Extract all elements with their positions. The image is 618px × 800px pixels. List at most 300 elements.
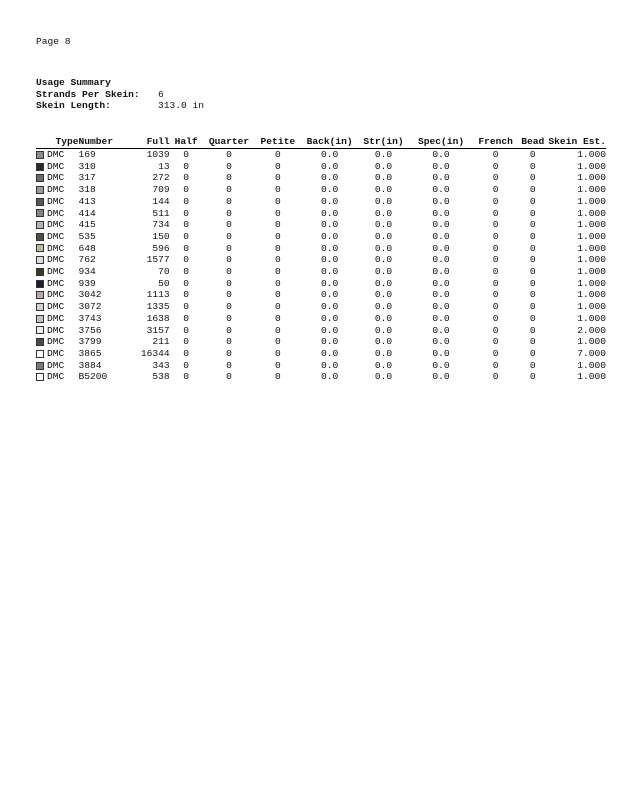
color-swatch: [36, 163, 44, 171]
cell-bead: 0: [529, 301, 536, 313]
cell-bead: 0: [529, 312, 536, 324]
cell-bead: 0: [529, 324, 536, 336]
cell-half: 0: [183, 359, 190, 371]
cell-str: 0.0: [374, 277, 393, 289]
cell-back: 0.0: [321, 277, 339, 289]
cell-str: 0.0: [374, 172, 393, 184]
color-swatch: [36, 338, 44, 346]
cell-french: 0: [492, 184, 499, 196]
cell-quarter: 0: [226, 172, 232, 184]
table-row: [36, 301, 606, 313]
cell-half: 0: [183, 312, 190, 324]
usage-table-body: [36, 149, 606, 384]
cell-full: 343: [152, 359, 170, 371]
cell-number: 310: [78, 160, 96, 172]
type-label: DMC: [47, 301, 65, 313]
cell-spec: 0.0: [432, 184, 450, 196]
cell-number: 934: [78, 266, 96, 278]
cell-french: 0: [492, 254, 499, 266]
cell-half: 0: [183, 301, 190, 313]
cell-back: 0.0: [321, 184, 339, 196]
cell-str: 0.0: [374, 149, 393, 160]
cell-quarter: 0: [226, 207, 232, 219]
cell-skein-est: 1.000: [577, 312, 606, 324]
cell-half: 0: [183, 266, 190, 278]
type-label: DMC: [47, 277, 65, 289]
cell-number: 3884: [78, 359, 102, 371]
type-label: DMC: [47, 207, 65, 219]
cell-petite: 0: [274, 347, 281, 359]
cell-number: 939: [78, 277, 96, 289]
type-label: DMC: [47, 242, 65, 254]
color-swatch: [36, 268, 44, 276]
cell-quarter: 0: [226, 371, 232, 383]
cell-half: 0: [183, 184, 190, 196]
cell-french: 0: [492, 336, 499, 348]
cell-str: 0.0: [374, 312, 393, 324]
cell-quarter: 0: [226, 184, 232, 196]
cell-skein-est: 1.000: [577, 160, 606, 172]
usage-summary: [36, 77, 204, 112]
color-swatch: [36, 256, 44, 264]
cell-type: [36, 254, 79, 266]
cell-back: 0.0: [321, 347, 339, 359]
cell-half: 0: [183, 254, 190, 266]
cell-french: 0: [492, 359, 499, 371]
cell-spec: 0.0: [432, 266, 450, 278]
cell-back: 0.0: [321, 266, 339, 278]
cell-type: [36, 325, 79, 337]
cell-skein-est: 1.000: [577, 219, 606, 231]
cell-spec: 0.0: [432, 219, 450, 231]
cell-quarter: 0: [226, 195, 232, 207]
cell-type: [36, 243, 79, 255]
cell-bead: 0: [529, 160, 536, 172]
cell-back: 0.0: [321, 301, 339, 313]
cell-type: [36, 149, 79, 161]
color-swatch: [36, 198, 44, 206]
table-row: [36, 336, 606, 348]
cell-petite: 0: [274, 242, 281, 254]
table-row: [36, 313, 606, 325]
cell-petite: 0: [274, 219, 281, 231]
cell-french: 0: [492, 230, 499, 242]
color-swatch: [36, 209, 44, 217]
type-label: DMC: [47, 230, 65, 242]
cell-spec: 0.0: [432, 160, 450, 172]
cell-skein-est: 1.000: [577, 371, 606, 383]
type-label: DMC: [47, 195, 65, 207]
cell-type: [36, 278, 79, 290]
type-label: DMC: [47, 172, 65, 184]
color-swatch: [36, 303, 44, 311]
header-spec: Spec(in): [408, 136, 474, 149]
cell-half: 0: [183, 219, 190, 231]
cell-spec: 0.0: [432, 289, 450, 301]
table-row: [36, 149, 606, 161]
table-row: [36, 278, 606, 290]
cell-skein-est: 1.000: [577, 254, 606, 266]
cell-bead: 0: [529, 277, 536, 289]
cell-petite: 0: [274, 324, 281, 336]
type-label: DMC: [47, 219, 65, 231]
table-row: [36, 219, 606, 231]
cell-petite: 0: [274, 207, 281, 219]
cell-str: 0.0: [374, 195, 393, 207]
table-row: [36, 161, 606, 173]
cell-half: 0: [183, 242, 190, 254]
cell-skein-est: 1.000: [577, 289, 606, 301]
color-swatch: [36, 315, 44, 323]
cell-full: 16344: [140, 347, 170, 359]
cell-bead: 0: [529, 207, 536, 219]
cell-petite: 0: [274, 289, 281, 301]
cell-full: 1039: [146, 149, 170, 160]
cell-number: B5200: [78, 371, 108, 383]
color-swatch: [36, 174, 44, 182]
table-row: [36, 348, 606, 360]
cell-petite: 0: [274, 336, 281, 348]
summary-heading: Usage Summary: [36, 77, 111, 88]
cell-full: 709: [152, 184, 170, 196]
cell-bead: 0: [529, 149, 536, 160]
header-skein-est: Skein Est.: [548, 136, 606, 147]
color-swatch: [36, 244, 44, 252]
cell-full: 1113: [146, 289, 170, 301]
skein-length-label: Skein Length:: [36, 100, 111, 111]
cell-full: 511: [152, 207, 170, 219]
cell-spec: 0.0: [432, 371, 450, 383]
cell-spec: 0.0: [432, 207, 450, 219]
cell-type: [36, 313, 79, 325]
cell-spec: 0.0: [432, 324, 450, 336]
cell-quarter: 0: [226, 312, 232, 324]
cell-half: 0: [183, 347, 190, 359]
cell-french: 0: [492, 160, 499, 172]
cell-back: 0.0: [321, 254, 339, 266]
usage-table: [36, 136, 606, 383]
cell-petite: 0: [274, 301, 281, 313]
type-label: DMC: [47, 160, 65, 172]
cell-half: 0: [183, 149, 190, 160]
cell-petite: 0: [274, 266, 281, 278]
cell-spec: 0.0: [432, 347, 450, 359]
cell-skein-est: 1.000: [577, 359, 606, 371]
cell-bead: 0: [529, 254, 536, 266]
color-swatch: [36, 291, 44, 299]
type-label: DMC: [47, 149, 65, 160]
strands-per-skein-label: Strands Per Skein:: [36, 88, 140, 100]
cell-number: 318: [78, 184, 96, 196]
cell-full: 13: [158, 160, 170, 172]
table-row: [36, 231, 606, 243]
type-label: DMC: [47, 324, 65, 336]
header-number: Number: [79, 136, 128, 149]
cell-number: 648: [78, 242, 96, 254]
cell-petite: 0: [274, 277, 281, 289]
cell-bead: 0: [529, 266, 536, 278]
cell-str: 0.0: [374, 207, 393, 219]
table-row: [36, 325, 606, 337]
cell-number: 3756: [78, 324, 102, 336]
table-row: [36, 254, 606, 266]
cell-str: 0.0: [374, 301, 393, 313]
cell-number: 3743: [78, 312, 102, 324]
cell-str: 0.0: [374, 347, 393, 359]
cell-type: [36, 184, 79, 196]
color-swatch: [36, 350, 44, 358]
page-number: Page 8: [36, 36, 71, 47]
cell-type: [36, 172, 79, 184]
cell-skein-est: 2.000: [577, 324, 606, 336]
cell-skein-est: 1.000: [577, 230, 606, 242]
cell-skein-est: 1.000: [577, 172, 606, 184]
skein-length-value: 313.0 in: [158, 100, 205, 111]
cell-type: [36, 208, 79, 220]
cell-str: 0.0: [374, 219, 393, 231]
cell-str: 0.0: [374, 266, 393, 278]
cell-back: 0.0: [321, 289, 339, 301]
cell-back: 0.0: [321, 324, 339, 336]
type-label: DMC: [47, 289, 65, 301]
color-swatch: [36, 221, 44, 229]
cell-number: 169: [78, 149, 96, 160]
cell-back: 0.0: [321, 230, 339, 242]
header-str: Str(in): [359, 136, 408, 149]
cell-skein-est: 1.000: [577, 277, 606, 289]
cell-full: 70: [158, 266, 170, 278]
header-french: French: [474, 136, 517, 149]
cell-skein-est: 1.000: [577, 301, 606, 313]
cell-french: 0: [492, 219, 499, 231]
cell-quarter: 0: [226, 230, 232, 242]
cell-str: 0.0: [374, 230, 393, 242]
cell-full: 1577: [146, 254, 170, 266]
cell-skein-est: 1.000: [577, 207, 606, 219]
color-swatch: [36, 280, 44, 288]
cell-bead: 0: [529, 359, 536, 371]
table-row: [36, 266, 606, 278]
cell-bead: 0: [529, 242, 536, 254]
cell-petite: 0: [274, 359, 281, 371]
cell-str: 0.0: [374, 336, 393, 348]
cell-bead: 0: [529, 289, 536, 301]
cell-petite: 0: [274, 371, 281, 383]
cell-spec: 0.0: [432, 301, 450, 313]
table-row: [36, 184, 606, 196]
cell-spec: 0.0: [432, 230, 450, 242]
cell-petite: 0: [274, 149, 281, 160]
cell-skein-est: 1.000: [577, 242, 606, 254]
cell-back: 0.0: [321, 207, 339, 219]
color-swatch: [36, 362, 44, 370]
cell-number: 535: [78, 230, 96, 242]
cell-petite: 0: [274, 230, 281, 242]
cell-number: 3799: [78, 336, 102, 348]
cell-str: 0.0: [374, 254, 393, 266]
cell-french: 0: [492, 207, 499, 219]
type-label: DMC: [47, 371, 65, 383]
cell-quarter: 0: [226, 277, 232, 289]
cell-str: 0.0: [374, 289, 393, 301]
cell-back: 0.0: [321, 336, 339, 348]
cell-petite: 0: [274, 312, 281, 324]
cell-full: 3157: [146, 324, 170, 336]
cell-skein-est: 1.000: [577, 336, 606, 348]
cell-half: 0: [183, 371, 190, 383]
cell-spec: 0.0: [432, 277, 450, 289]
cell-skein-est: 1.000: [577, 195, 606, 207]
cell-full: 1335: [146, 301, 170, 313]
cell-full: 50: [158, 277, 170, 289]
color-swatch: [36, 373, 44, 381]
cell-str: 0.0: [374, 242, 393, 254]
cell-quarter: 0: [226, 219, 232, 231]
cell-bead: 0: [529, 184, 536, 196]
cell-quarter: 0: [226, 359, 232, 371]
cell-quarter: 0: [226, 254, 232, 266]
cell-type: [36, 371, 79, 383]
cell-bead: 0: [529, 230, 536, 242]
cell-type: [36, 266, 79, 278]
table-row: [36, 196, 606, 208]
cell-spec: 0.0: [432, 149, 450, 160]
cell-spec: 0.0: [432, 336, 450, 348]
cell-spec: 0.0: [432, 254, 450, 266]
cell-number: 413: [78, 195, 96, 207]
type-label: DMC: [47, 312, 65, 324]
cell-back: 0.0: [321, 219, 339, 231]
cell-french: 0: [492, 277, 499, 289]
cell-back: 0.0: [321, 149, 339, 160]
header-petite: Petite: [255, 136, 300, 149]
cell-half: 0: [183, 207, 190, 219]
cell-back: 0.0: [321, 172, 339, 184]
cell-full: 596: [152, 242, 170, 254]
cell-type: [36, 360, 79, 372]
table-row: [36, 371, 606, 383]
cell-french: 0: [492, 347, 499, 359]
cell-bead: 0: [529, 219, 536, 231]
cell-spec: 0.0: [432, 359, 450, 371]
cell-full: 211: [152, 336, 170, 348]
cell-str: 0.0: [374, 324, 393, 336]
cell-full: 144: [152, 195, 170, 207]
cell-quarter: 0: [226, 301, 232, 313]
cell-quarter: 0: [226, 289, 232, 301]
color-swatch: [36, 186, 44, 194]
cell-number: 317: [78, 172, 96, 184]
cell-half: 0: [183, 230, 190, 242]
cell-quarter: 0: [226, 242, 232, 254]
cell-petite: 0: [274, 184, 281, 196]
cell-half: 0: [183, 324, 190, 336]
cell-half: 0: [183, 172, 190, 184]
cell-back: 0.0: [321, 242, 339, 254]
cell-half: 0: [183, 160, 190, 172]
cell-quarter: 0: [226, 160, 232, 172]
cell-petite: 0: [274, 160, 281, 172]
cell-back: 0.0: [321, 195, 339, 207]
cell-back: 0.0: [321, 160, 339, 172]
cell-type: [36, 301, 79, 313]
cell-french: 0: [492, 266, 499, 278]
cell-bead: 0: [529, 195, 536, 207]
cell-back: 0.0: [321, 371, 339, 383]
cell-number: 3865: [78, 347, 102, 359]
cell-number: 414: [78, 207, 96, 219]
cell-skein-est: 1.000: [577, 149, 606, 160]
table-row: [36, 289, 606, 301]
type-label: DMC: [47, 184, 65, 196]
cell-petite: 0: [274, 195, 281, 207]
cell-bead: 0: [529, 336, 536, 348]
table-row: [36, 172, 606, 184]
cell-quarter: 0: [226, 336, 232, 348]
header-type: Type: [36, 136, 79, 149]
cell-number: 3072: [78, 301, 102, 313]
cell-type: [36, 219, 79, 231]
cell-quarter: 0: [226, 149, 232, 160]
header-bead: Bead: [517, 136, 548, 149]
cell-half: 0: [183, 336, 190, 348]
header-back: Back(in): [300, 136, 359, 149]
table-row: [36, 243, 606, 255]
cell-french: 0: [492, 324, 499, 336]
cell-half: 0: [183, 289, 190, 301]
strands-per-skein-value: 6: [158, 88, 164, 100]
cell-type: [36, 348, 79, 360]
cell-french: 0: [492, 149, 499, 160]
cell-type: [36, 161, 79, 173]
color-swatch: [36, 326, 44, 334]
cell-quarter: 0: [226, 324, 232, 336]
table-row: [36, 360, 606, 372]
color-swatch: [36, 151, 44, 159]
cell-french: 0: [492, 289, 499, 301]
color-swatch: [36, 233, 44, 241]
cell-bead: 0: [529, 172, 536, 184]
cell-spec: 0.0: [432, 312, 450, 324]
cell-skein-est: 1.000: [577, 184, 606, 196]
table-row: [36, 208, 606, 220]
type-label: DMC: [47, 347, 65, 359]
header-half: Half: [170, 136, 203, 149]
cell-full: 272: [152, 172, 170, 184]
cell-type: [36, 336, 79, 348]
cell-skein-est: 7.000: [577, 347, 606, 359]
cell-french: 0: [492, 301, 499, 313]
cell-french: 0: [492, 371, 499, 383]
type-label: DMC: [47, 266, 65, 278]
cell-full: 734: [152, 219, 170, 231]
table-header-row: [36, 136, 606, 149]
cell-french: 0: [492, 172, 499, 184]
cell-type: [36, 231, 79, 243]
cell-bead: 0: [529, 371, 536, 383]
cell-type: [36, 196, 79, 208]
cell-number: 762: [78, 254, 96, 266]
cell-full: 1638: [146, 312, 170, 324]
cell-petite: 0: [274, 172, 281, 184]
cell-full: 538: [152, 371, 170, 383]
cell-spec: 0.0: [432, 172, 450, 184]
cell-french: 0: [492, 242, 499, 254]
cell-str: 0.0: [374, 184, 393, 196]
cell-half: 0: [183, 195, 190, 207]
cell-half: 0: [183, 277, 190, 289]
cell-french: 0: [492, 312, 499, 324]
